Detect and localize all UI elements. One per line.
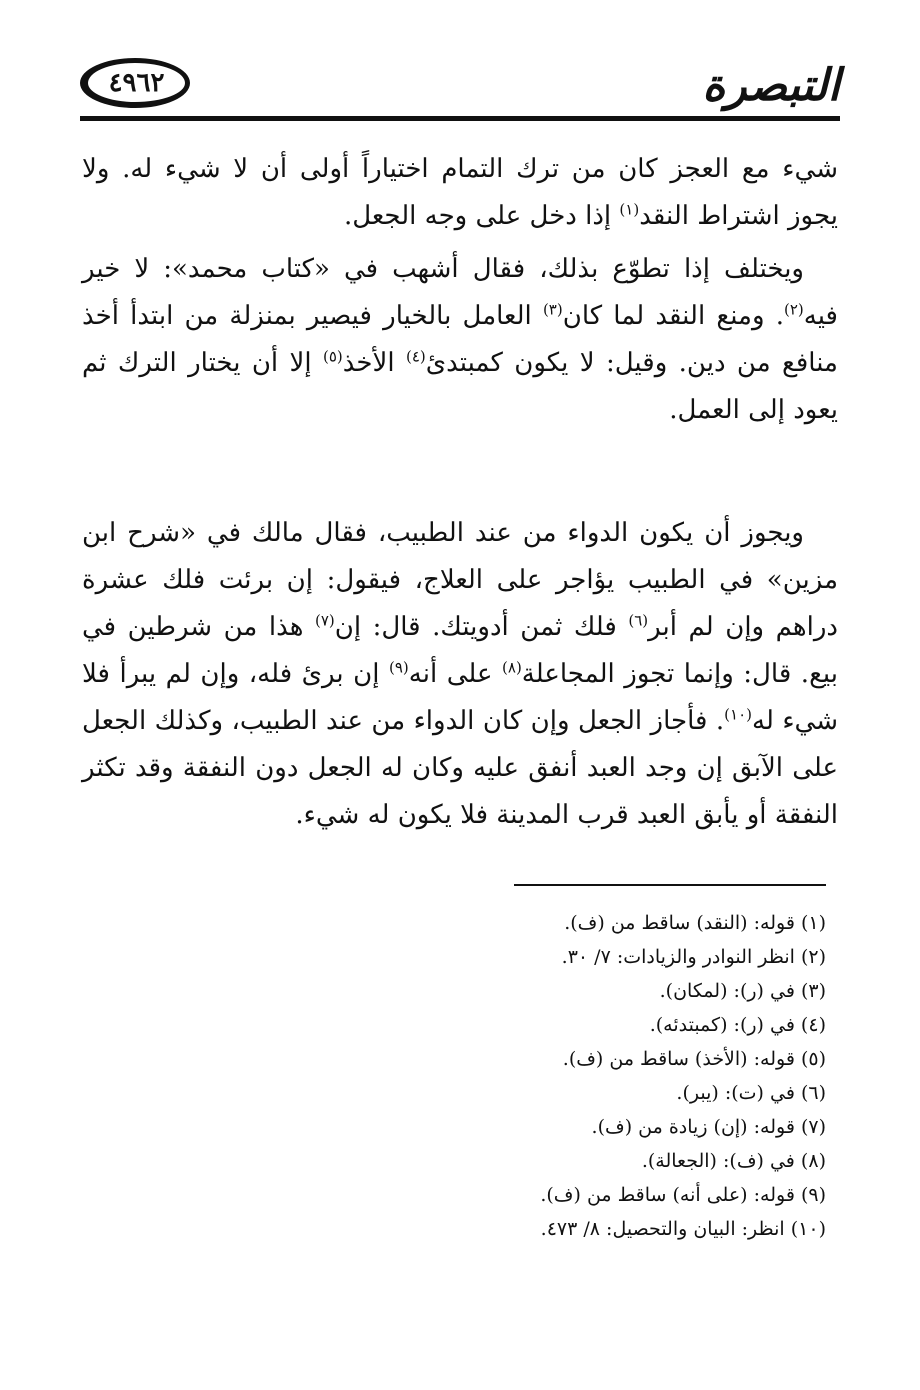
- footnote: (٨) في (ف): (الجعالة).: [641, 1150, 826, 1172]
- footnote: (٤) في (ر): (كمبتدئه).: [649, 1014, 826, 1036]
- footnote: (٣) في (ر): (لمكان).: [659, 980, 826, 1002]
- paragraph: [82, 510, 838, 839]
- paragraph: [82, 246, 838, 434]
- footnote: (١) قوله: (النقد) ساقط من (ف).: [564, 912, 826, 934]
- text-segment: إلا أن يختار الترك ثم يعود إلى العمل.: [82, 348, 838, 425]
- page-header: [80, 56, 840, 126]
- page-number-oval: [80, 58, 190, 108]
- text-segment: . فأجاز الجعل وإن كان الدواء من عند الطبيب، وكذلك الجعل على الآبق إن وجد العبد أنفق عليه وكان له الجعل دون النفقة وقد تكثر النفقة أو يأبق العبد قرب المدينة فلا يكون له شيء.: [82, 706, 838, 830]
- footnote-separator: [514, 884, 826, 886]
- footnote: (٢) انظر النوادر والزيادات: ٧/ ٣٠.: [561, 946, 826, 968]
- text-segment: هذا من شرطين في بيع. قال: وإنما تجوز المجاعلة: [82, 612, 838, 689]
- footnote-marker[interactable]: (٩): [388, 658, 409, 677]
- footnote-marker[interactable]: (٢): [783, 300, 804, 319]
- footnote-marker[interactable]: (٥): [323, 347, 343, 366]
- header-rule: [80, 116, 840, 121]
- text-segment: العامل بالخيار فيصير بمنزلة من ابتدأ أخذ منافع من دين. وقيل: لا يكون كمبتدئ: [82, 301, 838, 378]
- text-segment: شيء مع العجز كان من ترك التمام اختياراً أولى أن لا شيء له. ولا يجوز اشتراط النقد: [82, 154, 838, 231]
- footnote-marker[interactable]: (٨): [502, 658, 522, 677]
- text-segment: إن برئ فله، وإن لم يبرأ فلا شيء له: [82, 659, 838, 736]
- footnote-marker[interactable]: (٤): [405, 347, 426, 366]
- text-segment: الأخذ: [342, 348, 406, 378]
- book-title: التبصرة: [702, 60, 840, 111]
- footnote-marker[interactable]: (٦): [628, 611, 649, 630]
- main-text: [82, 146, 838, 839]
- footnote-marker[interactable]: (١): [619, 200, 640, 219]
- footnote-marker[interactable]: (٧): [314, 611, 335, 630]
- footnote-marker[interactable]: (١٠): [724, 705, 753, 724]
- text-segment: . ومنع النقد لما كان: [562, 301, 784, 331]
- footnotes: [120, 906, 826, 1246]
- footnote: (٥) قوله: (الأخذ) ساقط من (ف).: [562, 1048, 826, 1070]
- text-segment: على أنه: [408, 659, 503, 689]
- footnote: (١٠) انظر: البيان والتحصيل: ٨/ ٤٧٣.: [540, 1218, 826, 1240]
- footnote: (٦) في (ت): (يبر).: [676, 1082, 826, 1104]
- text-segment: فلك ثمن أدويتك. قال: إن: [334, 612, 629, 642]
- text-segment: ويختلف إذا تطوّع بذلك، فقال أشهب في «كتاب محمد»: لا خير فيه: [82, 254, 838, 331]
- paragraph: [82, 146, 838, 240]
- text-segment: ويجوز أن يكون الدواء من عند الطبيب، فقال مالك في «شرح ابن مزين» في الطبيب يؤاجر على العلاج، فيقول: إن برئت فلك عشرة دراهم وإن لم أبر: [82, 518, 839, 642]
- footnote: (٩) قوله: (على أنه) ساقط من (ف).: [540, 1184, 826, 1206]
- text-segment: إذا دخل على وجه الجعل.: [343, 201, 620, 231]
- page-number: ٤٩٦٢: [108, 67, 165, 98]
- footnote: (٧) قوله: (إن) زيادة من (ف).: [591, 1116, 826, 1138]
- footnote-marker[interactable]: (٣): [542, 300, 563, 319]
